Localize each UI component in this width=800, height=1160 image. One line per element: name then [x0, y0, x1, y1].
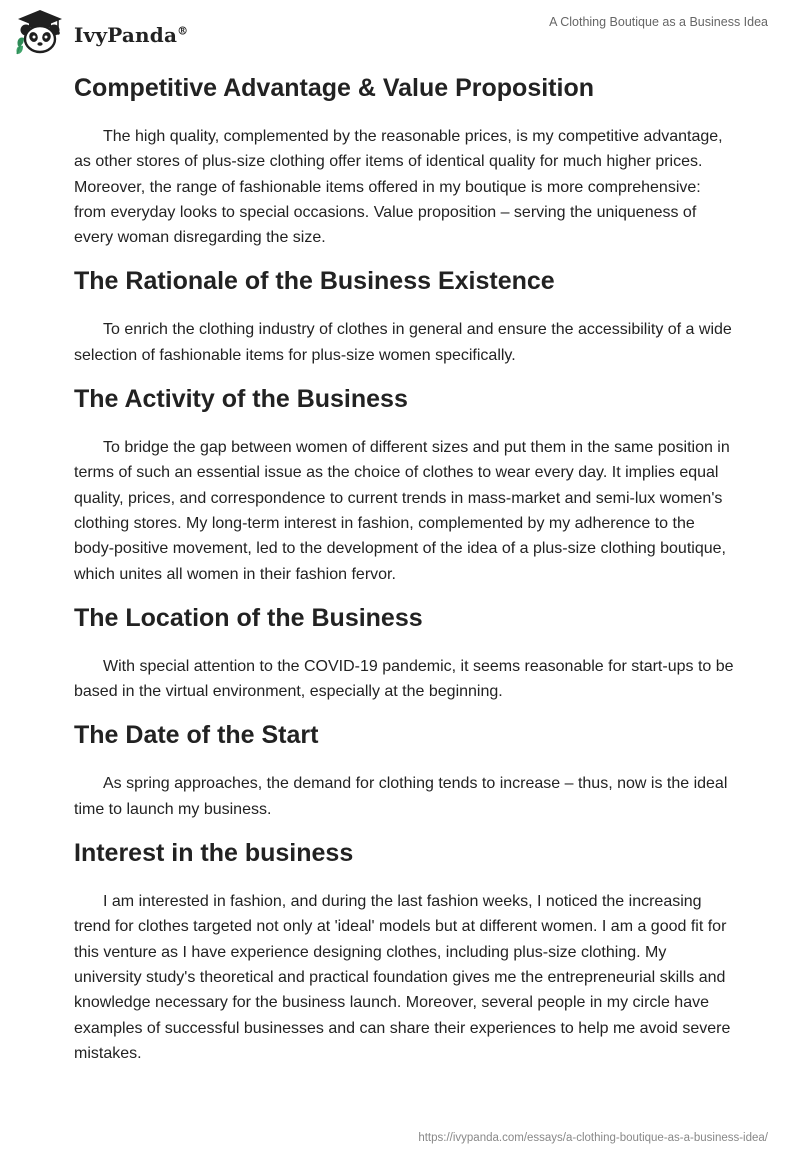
section-paragraph: I am interested in fashion, and during the last fashion weeks, I noticed the increasing trend for clothes targeted not only at 'ideal' models but at different women. I am a good fit for this venture as I have experience designing clothes, including plus-size clothing. My university study's theoretical and practical foundation gives me the entrepreneurial skills and knowledge necessary for the business launch. Moreover, several people in my circle have examples of successful businesses and can share their experiences to help me avoid severe mistakes.	[74, 893, 731, 1062]
section-heading: The Activity of the Business	[74, 385, 408, 414]
section-heading: The Location of the Business	[74, 603, 423, 632]
section-location	[74, 600, 734, 705]
section-paragraph: To enrich the clothing industry of clothes in general and ensure the accessibility of a wide selection of fashionable items for plus-size women specifically.	[74, 321, 732, 364]
source-url[interactable]: https://ivypanda.com/essays/a-clothing-boutique-as-a-business-idea/	[418, 1132, 768, 1144]
page-header	[0, 0, 800, 66]
document-title: A Clothing Boutique as a Business Idea	[549, 15, 768, 29]
section-heading: Competitive Advantage & Value Proposition	[74, 74, 594, 102]
section-heading: Interest in the business	[74, 839, 354, 868]
section-paragraph: With special attention to the COVID-19 pandemic, it seems reasonable for start-ups to be based in the virtual environment, especially at the beginning.	[74, 657, 734, 701]
section-heading: The Rationale of the Business Existence	[74, 267, 555, 296]
section-start-date	[74, 717, 734, 822]
brand-name: IvyPanda®	[74, 23, 189, 47]
section-paragraph: To bridge the gap between women of different sizes and put them in the same position in terms of such an essential issue as the choice of clothes to wear every day. It implies equal quality, prices, and correspondence to current trends in mass-market and semi-lux women's clothing stores. My long-term interest in fashion, complemented by my adherence to the body-positive movement, led to the development of the idea of a plus-size clothing boutique, which unites all women in their fashion fervor.	[74, 439, 730, 583]
section-activity	[74, 381, 734, 587]
section-competitive-advantage	[74, 70, 734, 250]
section-heading: The Date of the Start	[74, 721, 319, 750]
essay-content	[74, 70, 734, 1079]
panda-graduate-icon	[14, 8, 66, 56]
section-rationale	[74, 263, 734, 368]
section-paragraph: As spring approaches, the demand for clothing tends to increase – thus, now is the ideal time to launch my business.	[74, 775, 728, 818]
section-paragraph: The high quality, complemented by the reasonable prices, is my competitive advantage, as other stores of plus-size clothing offer items of identical quality for much higher prices. Moreover, the range of fashionable items offered in my boutique is more comprehensive: from everyday looks to special occasions. Value proposition – serving the uniqueness of every woman disregarding the size.	[74, 128, 723, 247]
section-interest	[74, 835, 734, 1066]
ivypanda-logo[interactable]	[14, 8, 188, 56]
